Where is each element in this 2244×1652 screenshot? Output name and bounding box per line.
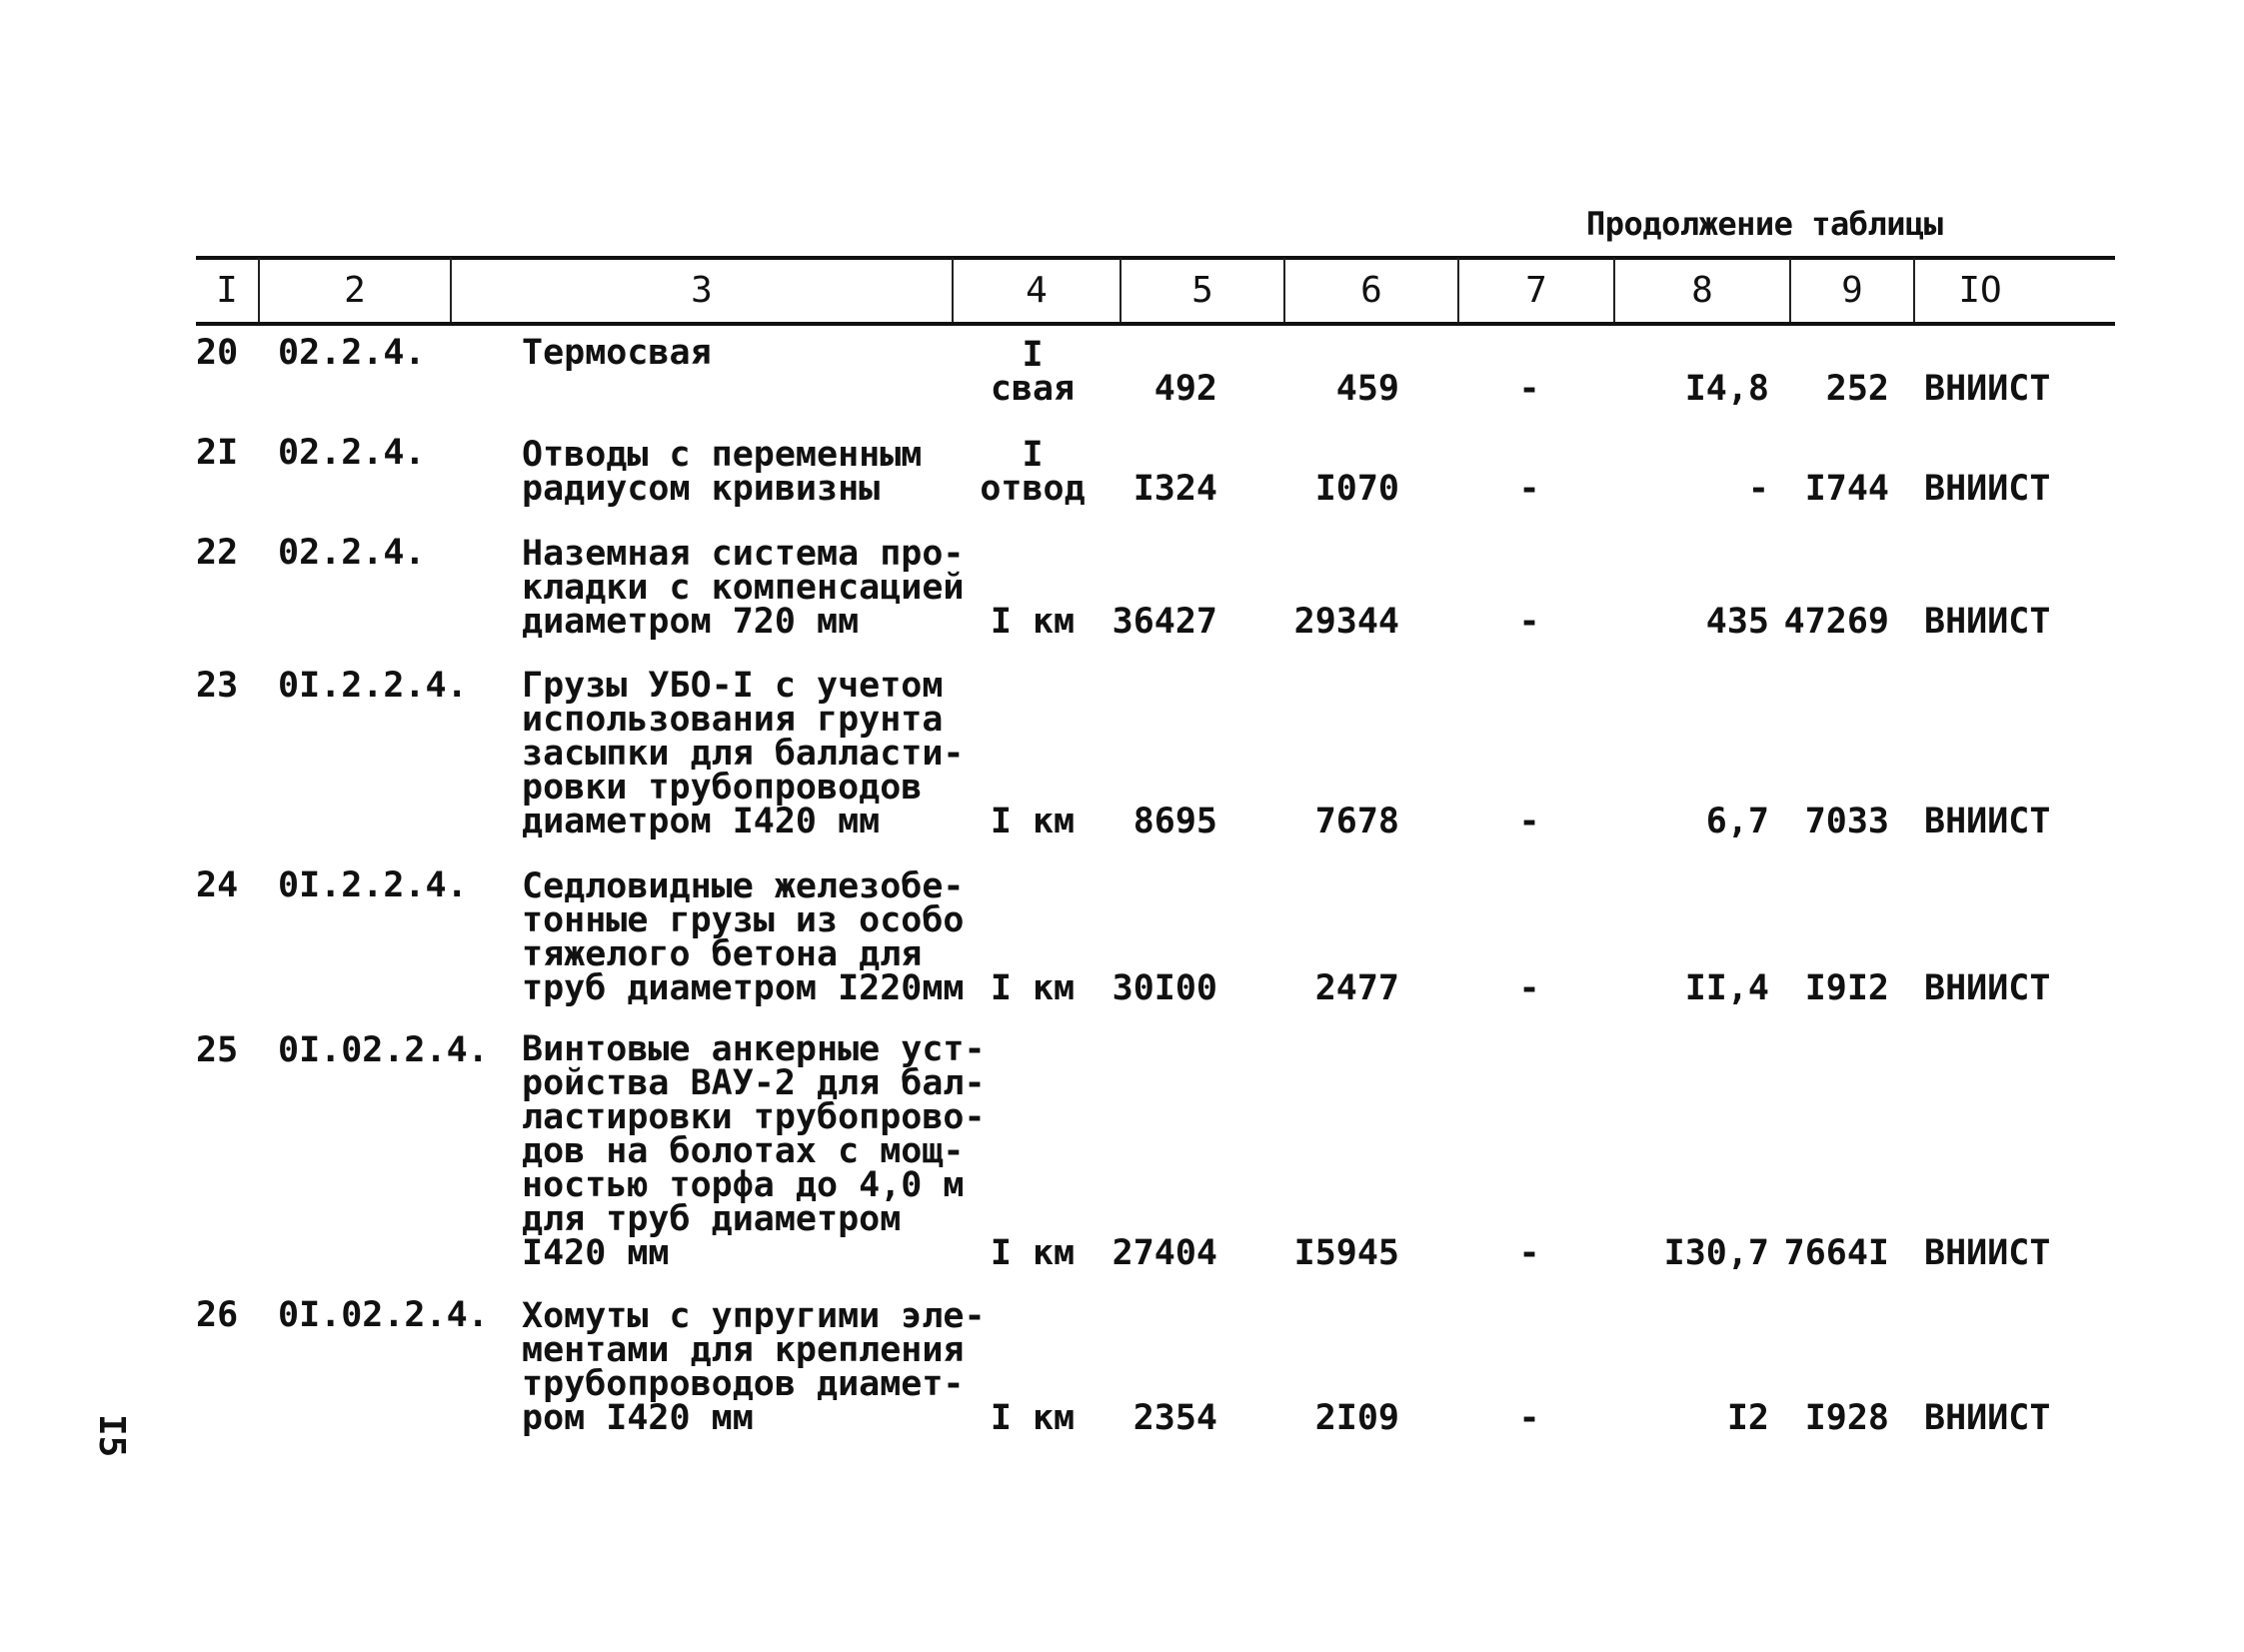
row-description [522, 435, 972, 509]
row-col-9: 252 [1825, 369, 1889, 409]
description-line: Термосвая [522, 333, 712, 373]
row-col-7: - [1518, 968, 1540, 1008]
row-col-10: ВНИИСТ [1924, 369, 2051, 409]
description-line: труб диаметром I220мм [522, 968, 965, 1008]
row-description [522, 534, 972, 642]
description-line: ментами для крепления [522, 1330, 965, 1370]
row-code: 0I.2.2.4. [278, 865, 468, 905]
row-col-9: I9I2 [1804, 968, 1889, 1008]
row-code: 0I.02.2.4. [278, 1295, 489, 1335]
row-col-6: 2I09 [1314, 1398, 1399, 1438]
row-col-9: I744 [1804, 469, 1889, 509]
row-unit [958, 669, 1108, 841]
description-line: ластировки трубопрово- [522, 1097, 986, 1137]
row-col-8: 6,7 [1705, 802, 1769, 841]
unit-line: I [1022, 435, 1044, 475]
header-col-5: 5 [1191, 269, 1213, 311]
row-col-5: 36427 [1112, 602, 1217, 642]
row-col-6: I5945 [1293, 1233, 1399, 1273]
table-row [0, 666, 2244, 841]
row-col-10: ВНИИСТ [1924, 1398, 2051, 1438]
header-col-4: 4 [1026, 269, 1048, 311]
header-col-3: 3 [691, 269, 713, 311]
header-col-7: 7 [1525, 269, 1547, 311]
row-code: 02.2.4. [278, 433, 426, 473]
row-col-7: - [1518, 469, 1540, 509]
row-code: 02.2.4. [278, 333, 426, 373]
description-line: диаметром 720 мм [522, 602, 860, 642]
description-line: ройства ВАУ-2 для бал- [522, 1063, 986, 1103]
row-col-6: 459 [1335, 369, 1399, 409]
row-col-6: 2477 [1314, 968, 1399, 1008]
row-unit [958, 1033, 1108, 1273]
row-number: 24 [196, 865, 239, 905]
description-line: ровки трубопроводов [522, 768, 923, 808]
unit-line: свая [990, 369, 1076, 409]
row-col-5: 27404 [1112, 1233, 1217, 1273]
row-number: 26 [196, 1295, 239, 1335]
row-col-7: - [1518, 802, 1540, 841]
row-col-10: ВНИИСТ [1924, 968, 2051, 1008]
description-line: засыпки для балласти- [522, 734, 965, 774]
row-col-9: I928 [1804, 1398, 1889, 1438]
description-line: Хомуты с упругими эле- [522, 1296, 986, 1336]
row-col-9: 47269 [1783, 602, 1889, 642]
unit-line: отвод [980, 469, 1086, 509]
description-line: трубопроводов диамет- [522, 1364, 965, 1404]
row-col-8: 435 [1705, 602, 1769, 642]
row-col-6: 29344 [1293, 602, 1399, 642]
description-line: для труб диаметром [522, 1199, 902, 1239]
row-description [522, 866, 972, 1008]
row-col-9: 7664I [1783, 1233, 1889, 1273]
row-col-8: I30,7 [1663, 1233, 1769, 1273]
row-description [522, 1029, 986, 1273]
unit-line: I км [990, 1398, 1076, 1438]
table-row [0, 533, 2244, 642]
row-col-6: 7678 [1314, 802, 1399, 841]
unit-line: I км [990, 802, 1076, 841]
row-code: 02.2.4. [278, 533, 426, 573]
row-code: 0I.02.2.4. [278, 1030, 489, 1070]
row-description [522, 666, 972, 841]
description-line: ностью торфа до 4,0 м [522, 1165, 965, 1205]
header-col-2: 2 [344, 269, 366, 311]
header-col-9: 9 [1841, 269, 1863, 311]
header-col-10: IO [1958, 269, 2002, 311]
row-number: 20 [196, 333, 239, 373]
description-line: Отводы с переменным [522, 435, 923, 475]
row-col-10: ВНИИСТ [1924, 469, 2051, 509]
header-col-8: 8 [1691, 269, 1713, 311]
row-code: 0I.2.2.4. [278, 666, 468, 706]
row-col-8: II,4 [1684, 968, 1769, 1008]
row-description [522, 333, 972, 406]
description-line: радиусом кривизны [522, 469, 881, 509]
page-number: I5 [91, 1414, 132, 1458]
row-col-5: 8695 [1132, 802, 1217, 841]
row-col-7: - [1518, 369, 1540, 409]
row-col-7: - [1518, 602, 1540, 642]
row-unit [958, 335, 1108, 409]
row-unit [958, 1298, 1108, 1438]
row-col-5: I324 [1132, 469, 1217, 509]
row-col-7: - [1518, 1233, 1540, 1273]
row-col-8: I4,8 [1684, 369, 1769, 409]
description-line: Наземная система про- [522, 534, 965, 574]
header-col-6: 6 [1360, 269, 1382, 311]
table-row [0, 433, 2244, 509]
row-description [522, 1296, 986, 1438]
table-row [0, 333, 2244, 409]
unit-line: I км [990, 968, 1076, 1008]
description-line: Грузы УБО-I с учетом [522, 666, 944, 706]
row-col-10: ВНИИСТ [1924, 602, 2051, 642]
unit-line: I [1022, 335, 1044, 375]
description-line: Седловидные железобе- [522, 866, 965, 906]
description-line: дов на болотах с мощ- [522, 1131, 965, 1171]
row-number: 23 [196, 666, 239, 706]
row-col-10: ВНИИСТ [1924, 1233, 2051, 1273]
description-line: кладки с компенсацией [522, 568, 965, 608]
row-col-7: - [1518, 1398, 1540, 1438]
unit-line: I км [990, 1233, 1076, 1273]
table-row [0, 1029, 2244, 1273]
description-line: Винтовые анкерные уст- [522, 1029, 986, 1069]
row-col-9: 7033 [1804, 802, 1889, 841]
row-col-5: 30I00 [1112, 968, 1217, 1008]
row-col-6: I070 [1314, 469, 1399, 509]
row-col-8: - [1747, 469, 1769, 509]
description-line: ром I420 мм [522, 1398, 754, 1438]
row-number: 22 [196, 533, 239, 573]
row-unit [958, 435, 1108, 509]
row-number: 25 [196, 1030, 239, 1070]
table-continuation-caption: Продолжение таблицы [1586, 205, 1943, 243]
row-col-5: 492 [1153, 369, 1217, 409]
row-col-8: I2 [1726, 1398, 1769, 1438]
header-col-1: I [216, 269, 238, 311]
unit-line: I км [990, 602, 1076, 642]
table-row [0, 865, 2244, 1008]
row-col-10: ВНИИСТ [1924, 802, 2051, 841]
row-unit [958, 868, 1108, 1008]
description-line: тонные грузы из особо [522, 900, 965, 940]
row-unit [958, 536, 1108, 642]
description-line: диаметром I420 мм [522, 802, 881, 841]
description-line: I420 мм [522, 1233, 670, 1273]
description-line: использования грунта [522, 700, 944, 740]
row-number: 2I [196, 433, 239, 473]
row-col-5: 2354 [1132, 1398, 1217, 1438]
description-line: тяжелого бетона для [522, 934, 923, 974]
